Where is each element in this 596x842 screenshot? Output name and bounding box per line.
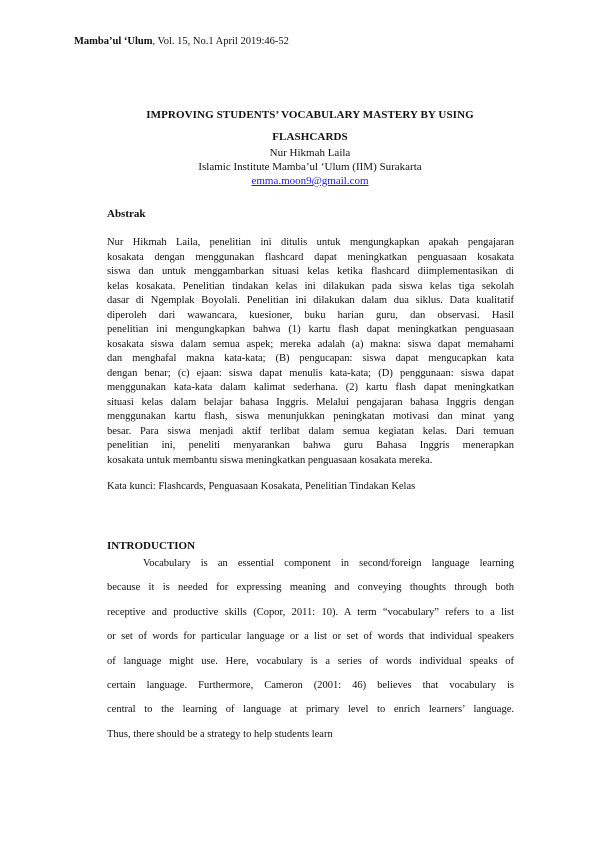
author-email-link[interactable]: emma.moon9@gmail.com	[251, 175, 369, 187]
introduction-line: because it is needed for expressing meaning and conveying thoughts through both	[107, 582, 514, 594]
abstract-line: siswa dan untuk menggambarkan situasi kelas ketika flashcard diimplementasikan di	[107, 266, 514, 277]
abstract-body	[107, 237, 514, 469]
introduction-line: Vocabulary is an essential component in second/foreign language learning	[143, 558, 514, 569]
introduction-heading: INTRODUCTION	[107, 540, 196, 552]
abstract-line: Nur Hikmah Laila, penelitian ini ditulis untuk mengungkapkan apakah pengajaran	[107, 237, 514, 248]
journal-name: Mamba’ul ‘Ulum	[74, 36, 153, 47]
introduction-line: central to the learning of language at primary level to enrich learners’ language.	[107, 704, 514, 716]
abstract-line: menggunakan kata-kata dalam kalimat sederhana. (2) kartu flash dapat meningkatkan	[107, 382, 514, 393]
introduction-line: certain language. Furthermore, Cameron (2001: 46) believes that vocabulary is	[107, 679, 514, 691]
abstract-line: kosakata siswa dalam semua aspek; mereka adalah (a) makna: siswa dapat memahami	[107, 338, 514, 350]
abstract-heading: Abstrak	[107, 208, 146, 220]
author-block	[60, 146, 560, 188]
abstract-line: dasar di Ngemplak Boyolali. Penelitian ini dilakukan dalam dua siklus. Data kualitatif	[107, 295, 514, 306]
running-head	[74, 36, 289, 47]
introduction-line: or set of words for particular language or a list or set of words that individual speakers	[107, 631, 514, 643]
introduction-line: receptive and productive skills (Copor, 2011: 10). A term “vocabulary” refers to a list	[107, 606, 514, 618]
abstract-line: penelitian ini, peneliti menyarankan bahwa guru Bahasa Inggris menerapkan	[107, 440, 514, 451]
abstract-line: besar. Para siswa menjadi aktif terlibat dalam semua kegiatan kelas. Dari temuan	[107, 425, 514, 437]
keywords: Kata kunci: Flashcards, Penguasaan Kosakata, Penelitian Tindakan Kelas	[107, 481, 416, 492]
abstract-line: dengan benar; (c) ejaan: siswa dapat menulis kata-kata; (D) penggunaan: siswa dapat	[107, 367, 514, 379]
abstract-line: kosakata dengan menggunakan flashcard dapat meningkatkan penguasaan kosakata	[107, 251, 514, 263]
abstract-line: diperoleh dari wawancara, kuesioner, buku harian guru, dan observasi. Hasil	[107, 309, 514, 321]
abstract-line: kelas kosakata. Penelitian tindakan kelas ini dilakukan pada siswa kelas tiga sekolah	[107, 280, 514, 292]
paper-title	[60, 104, 560, 148]
abstract-line: penelitian ini mengungkapkan bahwa (1) kartu flash dapat meningkatkan penguasaan	[107, 324, 514, 335]
introduction-body	[107, 552, 514, 747]
author-name: Nur Hikmah Laila	[269, 147, 351, 159]
abstract-line: situasi kelas dalam belajar bahasa Inggris. Melalui pengajaran bahasa Inggris dengan	[107, 396, 514, 408]
introduction-line: Thus, there should be a strategy to help students learn	[107, 728, 333, 740]
abstract-line: dan menghafal makna kata-kata; (B) pengucapan: siswa dapat mengucapkan kata	[107, 353, 514, 364]
author-affiliation: Islamic Institute Mamba’ul ‘Ulum (IIM) Surakarta	[198, 161, 422, 173]
title-line-1: IMPROVING STUDENTS’ VOCABULARY MASTERY BY USING	[146, 109, 474, 121]
abstract-line: menggunakan kartu flash, siswa menunjukkan peningkatan motivasi dan minat yang	[107, 411, 514, 422]
abstract-line: kosakata untuk membantu siswa meningkatkan penguasaan kosakata mereka.	[107, 454, 433, 466]
introduction-line: of language might use. Here, vocabulary is a series of words individual speaks of	[107, 655, 514, 667]
journal-details: , Vol. 15, No.1 April 2019:46-52	[152, 36, 289, 47]
title-line-2: FLASHCARDS	[272, 131, 348, 143]
